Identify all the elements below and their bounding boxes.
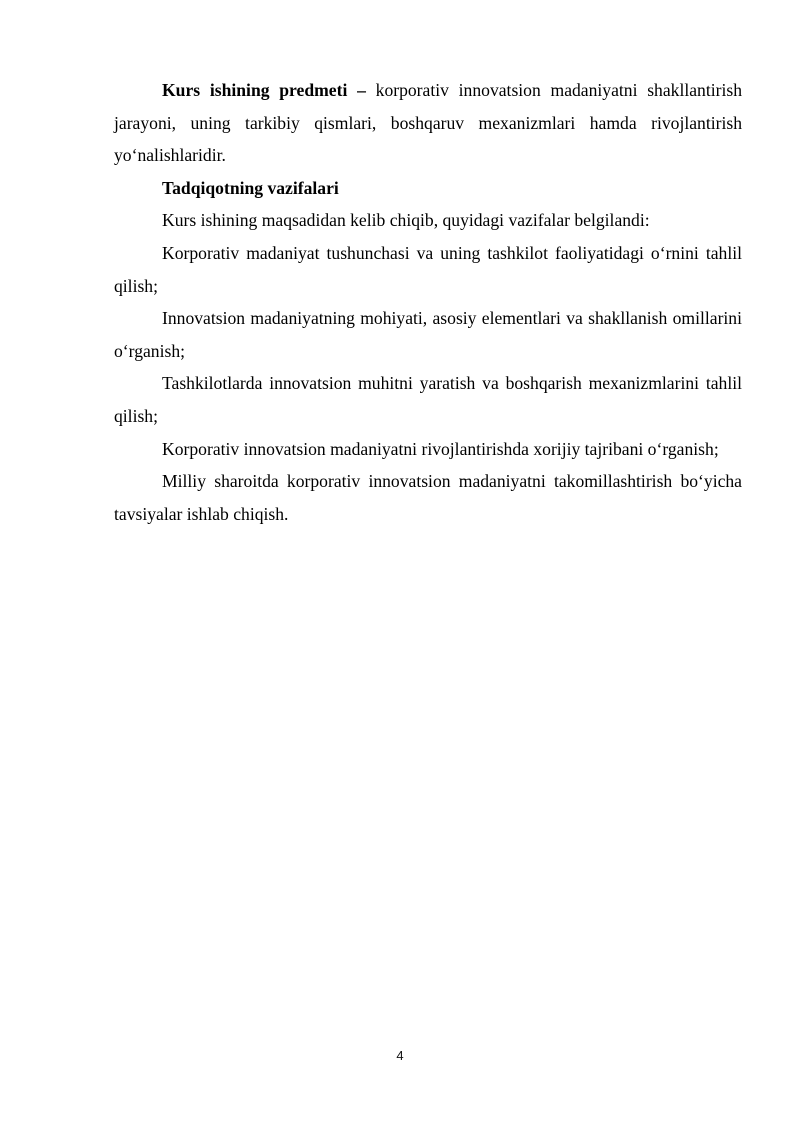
- subject-heading: Kurs ishining predmeti: [162, 80, 348, 100]
- task-item: Innovatsion madaniyatning mohiyati, asosiy elementlari va shakllanish omillarini oʻrganish;: [114, 308, 742, 361]
- task-item: Korporativ madaniyat tushunchasi va uning tashkilot faoliyatidagi oʻrnini tahlil qilish;: [114, 242, 742, 296]
- subject-text: korporativ innovatsion madaniyatni shakllantirish jarayoni, uning tarkibiy qismlari, boshqaruv mexanizmlari hamda rivojlantirish yoʻnalishlaridir.: [114, 80, 743, 166]
- document-body: [114, 74, 742, 530]
- subject-paragraph: [114, 74, 742, 172]
- tasks-intro: Kurs ishining maqsadidan kelib chiqib, quyidagi vazifalar belgilandi:: [162, 210, 650, 231]
- page-number: 4: [396, 1048, 404, 1063]
- tasks-heading: Tadqiqotning vazifalari: [162, 177, 339, 198]
- task-item: Milliy sharoitda korporativ innovatsion madaniyatni takomillashtirish boʻyicha tavsiyalar ishlab chiqish.: [114, 471, 742, 524]
- task-item: Korporativ innovatsion madaniyatni rivojlantirishda xorijiy tajribani oʻrganish;: [162, 438, 719, 459]
- task-item: Tashkilotlarda innovatsion muhitni yaratish va boshqarish mexanizmlarini tahlil qilish;: [114, 373, 742, 426]
- subject-dash: –: [347, 80, 376, 100]
